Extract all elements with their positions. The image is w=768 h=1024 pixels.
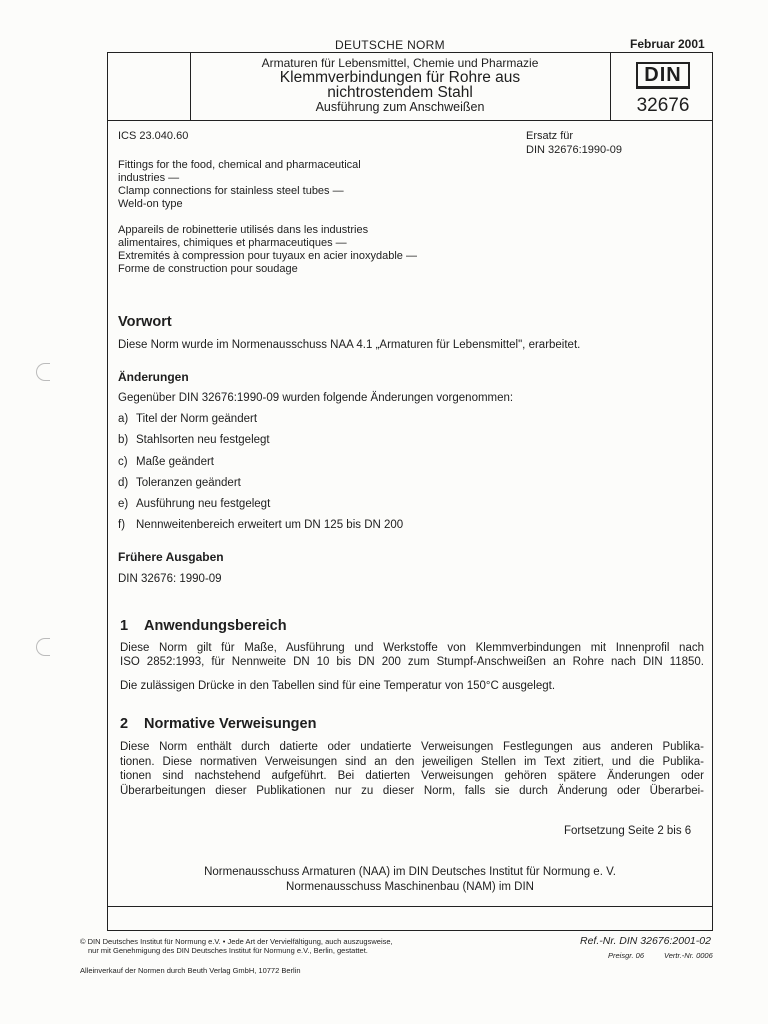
title-line-2: Klemmverbindungen für Rohre aus (279, 69, 521, 86)
english-title (118, 159, 361, 211)
list-item (118, 412, 257, 426)
list-item (118, 497, 270, 511)
committee-line-1: Normenausschuss Armaturen (NAA) im DIN Deutsches Institut für Normung e. V. (204, 866, 616, 878)
list-item (118, 518, 403, 532)
price-group: Preisgr. 06 (608, 951, 644, 960)
list-item-text: Ausführung neu festgelegt (136, 498, 271, 510)
list-item-text: Stahlsorten neu festgelegt (136, 434, 270, 446)
section-2-line: tionen. Diese normativen Verweisungen sind an den jeweiligen Stellen im Text zitiert, und die Publika- (120, 755, 704, 768)
standard-number: 32676 (636, 95, 690, 116)
previous-editions-heading: Frühere Ausgaben (118, 550, 224, 564)
ics-code: ICS 23.040.60 (118, 130, 189, 142)
publication-date: Februar 2001 (630, 37, 705, 51)
norm-type-label: DEUTSCHE NORM (335, 38, 445, 52)
title-line-3: nichtrostendem Stahl (327, 84, 473, 101)
list-item (118, 433, 270, 447)
list-item-label: e) (118, 498, 129, 510)
reference-number: Ref.-Nr. DIN 32676:2001-02 (580, 935, 711, 947)
punch-hole-mark (36, 363, 50, 381)
section-2-number: 2 (120, 716, 129, 732)
list-item-text: Maße geändert (136, 456, 214, 468)
replaces-label: Ersatz für (526, 130, 574, 142)
section-1-line: ISO 2852:1993, für Nennweite DN 10 bis DN 200 zum Stumpf-Anschweißen an Rohre nach DIN 11850. (120, 656, 704, 668)
sales-number: Vertr.-Nr. 0006 (664, 951, 713, 960)
vorwort-heading: Vorwort (118, 314, 172, 330)
list-item-label: b) (118, 434, 129, 446)
din-logo-block (620, 62, 706, 117)
changes-heading: Änderungen (118, 370, 189, 384)
title-line-1: Armaturen für Lebensmittel, Chemie und Pharmazie (261, 56, 539, 70)
sales-notice: Alleinverkauf der Normen durch Beuth Verlag GmbH, 10772 Berlin (80, 966, 301, 975)
title-block-text (192, 57, 608, 114)
committee-block (110, 865, 710, 895)
list-item-label: a) (118, 413, 129, 425)
copyright-notice (80, 937, 393, 955)
punch-hole-mark (36, 638, 50, 656)
list-item (118, 455, 214, 469)
copyright-line-1: © DIN Deutsches Institut für Normung e.V. • Jede Art der Vervielfältigung, auch auszugsweise, (80, 937, 393, 946)
din-logo: DIN (636, 62, 689, 89)
section-1-title: Anwendungsbereich (144, 618, 287, 634)
list-item-label: d) (118, 477, 129, 489)
section-2-line: Diese Norm enthält durch datierte oder undatierte Verweisungen Festlegungen aus anderen Publika- (120, 741, 704, 753)
list-item-text: Toleranzen geändert (136, 477, 241, 489)
french-title-line: Appareils de robinetterie utilisés dans les industries (118, 224, 369, 236)
english-title-line: industries — (118, 172, 180, 184)
title-block-divider-right (610, 53, 611, 120)
section-1-number: 1 (120, 618, 129, 634)
french-title (118, 224, 417, 276)
section-2-title: Normative Verweisungen (144, 716, 317, 732)
list-item (118, 476, 241, 490)
replaces-value: DIN 32676:1990-09 (526, 144, 623, 156)
french-title-line: Extremités à compression pour tuyaux en acier inoxydable — (118, 250, 417, 262)
list-item-text: Titel der Norm geändert (136, 413, 258, 425)
copyright-line-2: nur mit Genehmigung des DIN Deutsches Institut für Normung e.V., Berlin, gestattet. (88, 946, 368, 955)
section-1-line: Diese Norm gilt für Maße, Ausführung und Werkstoffe von Klemmverbindungen mit Innenprofil nach (120, 642, 704, 654)
committee-line-2: Normenausschuss Maschinenbau (NAM) im DIN (286, 881, 534, 893)
section-1-paragraph-2: Die zulässigen Drücke in den Tabellen sind für eine Temperatur von 150°C ausgelegt. (120, 680, 556, 692)
english-title-line: Clamp connections for stainless steel tubes — (118, 185, 344, 197)
title-line-4: Ausführung zum Anschweißen (315, 100, 485, 114)
title-block-divider-left (190, 53, 191, 120)
french-title-line: alimentaires, chimiques et pharmaceutiques — (118, 237, 347, 249)
english-title-line: Fittings for the food, chemical and pharmaceutical (118, 159, 361, 171)
footer-divider (107, 906, 713, 907)
section-2-heading (120, 716, 316, 732)
previous-editions-text: DIN 32676: 1990-09 (118, 573, 222, 585)
list-item-label: c) (118, 456, 128, 468)
french-title-line: Forme de construction pour soudage (118, 263, 298, 275)
title-block (107, 52, 713, 121)
section-1-heading (120, 618, 287, 634)
vorwort-text: Diese Norm wurde im Normenausschuss NAA 4.1 „Armaturen für Lebensmittel", erarbeitet. (118, 339, 581, 351)
section-2-line: Überarbeitungen dieser Publikationen nur zu dieser Norm, falls sie durch Änderung oder Überarbei- (120, 784, 704, 797)
continuation-note: Fortsetzung Seite 2 bis 6 (564, 825, 692, 837)
section-2-paragraph (120, 740, 704, 798)
section-1-paragraph (120, 641, 704, 669)
section-2-line: tionen sind nachstehend aufgeführt. Bei datierten Verweisungen gehören spätere Änderungen oder (120, 770, 704, 782)
list-item-text: Nennweitenbereich erweitert um DN 125 bis DN 200 (136, 519, 404, 531)
changes-intro: Gegenüber DIN 32676:1990-09 wurden folgende Änderungen vorgenommen: (118, 392, 514, 404)
english-title-line: Weld-on type (118, 198, 183, 210)
list-item-label: f) (118, 519, 126, 531)
